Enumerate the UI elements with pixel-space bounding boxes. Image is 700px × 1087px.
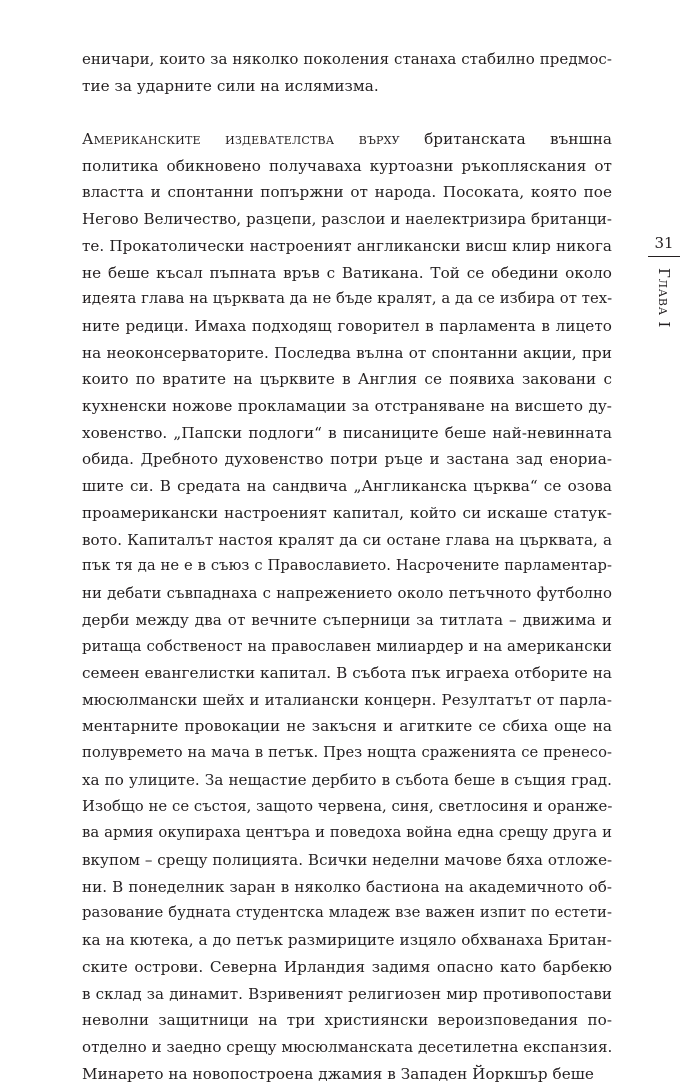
text-line: не беше късал пъпната връв с Ватикана. Той се обедини около <box>82 263 612 282</box>
text-line: ските острови. Северна Ирландия задимя опасно като барбекю <box>82 957 612 976</box>
chapter-label: Глава I <box>655 268 673 329</box>
page-number: 31 <box>654 234 674 252</box>
text-line-lead <box>82 126 612 153</box>
text-line: дерби между два от вечните съперници за титлата – движима и <box>82 610 612 629</box>
text-line: Негово Величество, разцепи, разслои и наелектризира британци- <box>82 210 612 229</box>
text-line: кухненски ножове прокламации за отстраняване на висшето ду- <box>82 397 612 416</box>
text-line: вото. Капиталът настоя кралят да си остане глава на църквата, а <box>82 530 612 549</box>
paragraph-2 <box>82 126 612 1087</box>
margin-divider <box>648 256 680 257</box>
text-line: семеен евангелистки капитал. В събота пък играеха отборите на <box>82 664 612 683</box>
text-line: еничари, които за няколко поколения станаха стабилно предмос- <box>82 50 612 68</box>
text-line: пък тя да не е в съюз с Православието. Насрочените парламентар- <box>82 557 612 575</box>
lead-rest: британската външна <box>399 130 612 148</box>
text-line: ни. В понеделник заран в няколко бастиона на академичното об- <box>82 877 612 896</box>
text-line: ка на кютека, а до петък размириците изцяло обхванаха Британ- <box>82 931 612 950</box>
text-line: неволни защитници на три християнски вероизповедания по- <box>82 1011 612 1030</box>
lead-smallcaps: Американските издевателства върху <box>82 130 400 148</box>
text-line: вкупом – срещу полицията. Всички неделни мачове бяха отложе- <box>82 850 613 869</box>
text-line: в склад за динамит. Взривеният религиозен мир противопостави <box>82 984 612 1003</box>
text-line: политика обикновено получаваха куртоазни ръкопляскания от <box>82 156 612 175</box>
text-line: ха по улиците. За нещастие дербито в събота беше в същия град. <box>82 770 612 789</box>
text-line: разование будната студентска младеж взе важен изпит по естети- <box>82 904 612 922</box>
text-line: тие за ударните сили на ислямизма. <box>82 76 379 95</box>
text-line: които по вратите на църквите в Англия се появиха заковани с <box>82 370 612 389</box>
text-line: ни дебати съвпаднаха с напрежението около петъчното футболно <box>82 583 612 602</box>
text-line: ва армия окупираха центъра и поведоха война една срещу друга и <box>82 824 612 842</box>
text-line: мюсюлмански шейх и италиански концерн. Резултатът от парла- <box>82 690 612 709</box>
text-line: властта и спонтанни попържни от народа. Посоката, която пое <box>82 183 612 202</box>
text-line: ните редици. Имаха подходящ говорител в парламента в лицето <box>82 316 612 335</box>
text-line: на неоконсерваторите. Последва вълна от спонтанни акции, при <box>82 343 612 362</box>
text-line: отделно и заедно срещу мюсюлманската десетилетна експанзия. <box>82 1037 613 1056</box>
text-line: шите си. В средата на сандвича „Англиканска църква“ се озова <box>82 477 612 496</box>
text-line: обида. Дребното духовенство потри ръце и застана зад енориа- <box>82 450 612 469</box>
text-line: ментарните провокации не закъсня и агитките се сбиха още на <box>82 717 612 736</box>
text-line: идеята глава на църквата да не бъде кралят, а да се избира от тех- <box>82 290 613 308</box>
text-line: те. Прокатолически настроеният англикански висш клир никога <box>82 236 612 255</box>
text-line: ритаща собственост на православен милиардер и на американски <box>82 637 612 656</box>
text-line: ховенство. „Папски подлоги“ в писаниците беше най-невинната <box>82 423 612 442</box>
text-line: проамерикански настроеният капитал, който си искаше статук- <box>82 503 612 522</box>
paragraph-1 <box>82 46 612 99</box>
text-line: Изобщо не се състоя, защото червена, синя, светлосиня и оранже- <box>82 797 613 815</box>
text-line: Минарето на новопостроена джамия в Западен Йоркшър беше <box>82 1064 594 1083</box>
text-line: полувремето на мача в петък. През нощта сраженията се пренесо- <box>82 744 612 762</box>
